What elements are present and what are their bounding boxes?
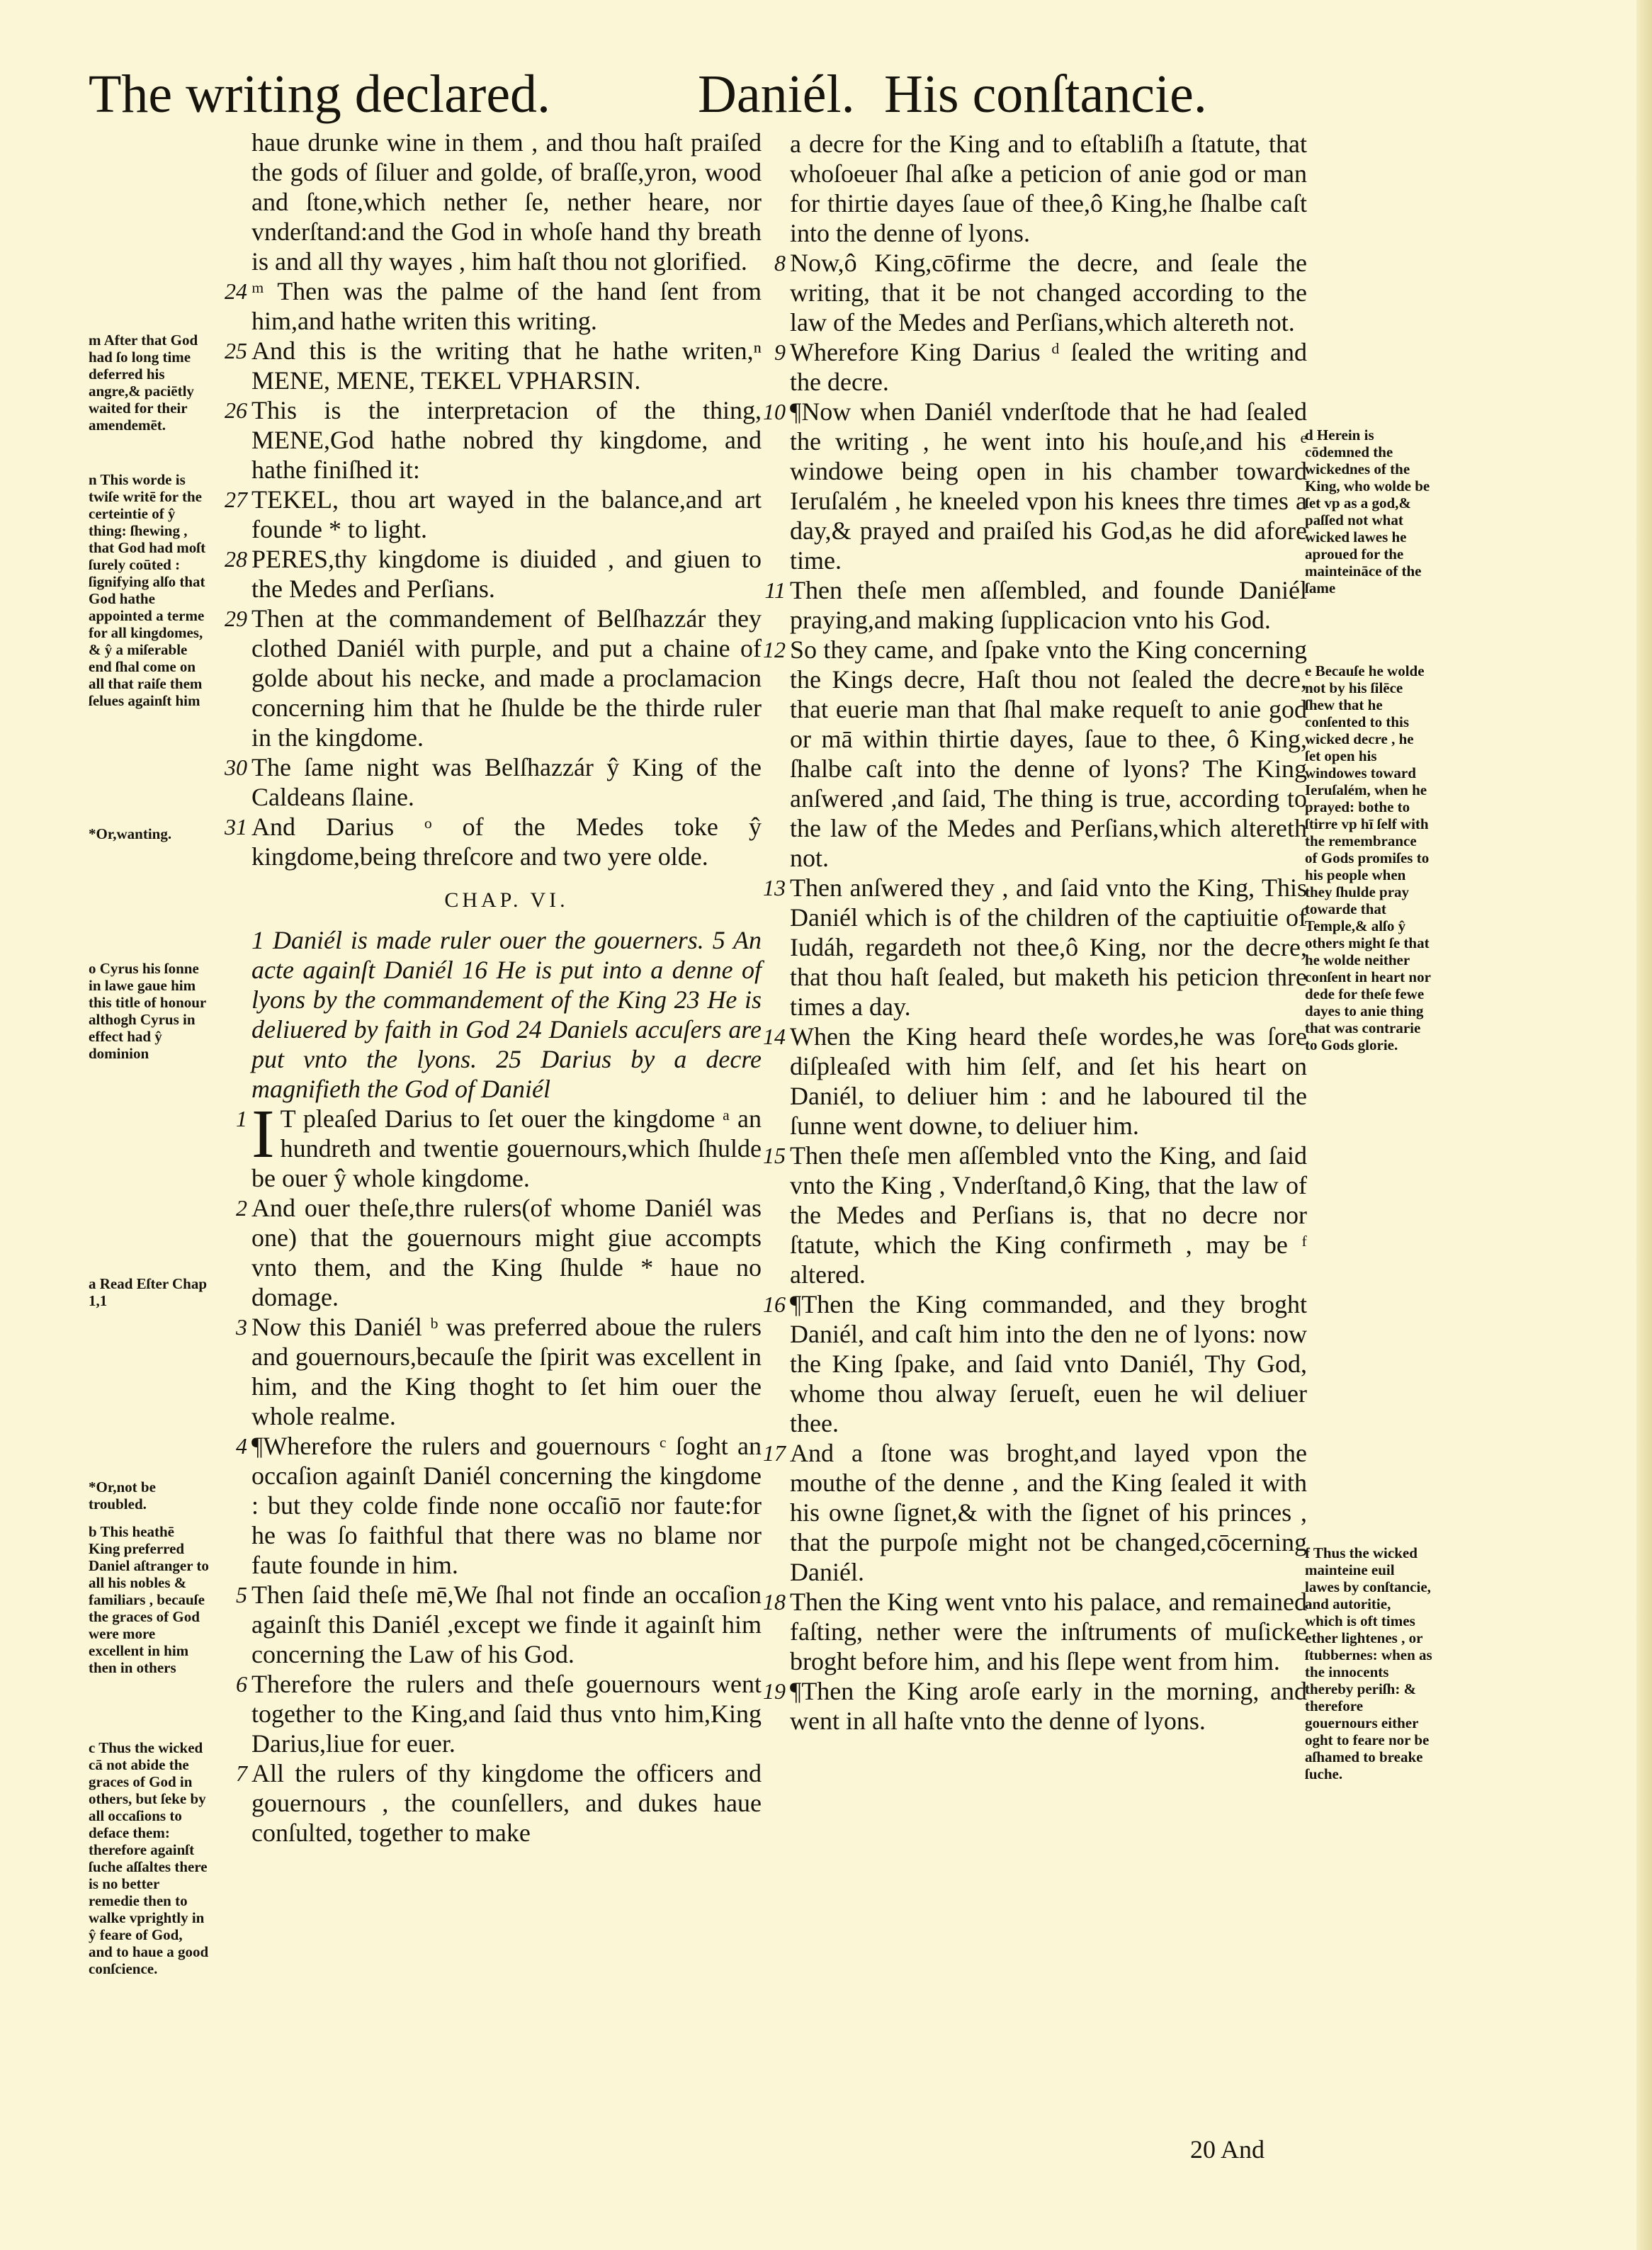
verse (763, 1676, 1307, 1736)
verse-continuation: a decre for the King and to eſtabliſh a ſtatute, that whoſoeuer ſhal aſke a peticion of anie god or man for thirtie dayes ſaue of thee,ô King,he ſhalbe caſt into the denne of lyons. (790, 130, 1307, 247)
verse-number: 11 (764, 577, 786, 603)
verse (225, 812, 762, 871)
margin-note: *Or,not be troubled. (89, 1479, 156, 1513)
verse (236, 1193, 762, 1312)
verse-text: ¶Then the King commanded, and they broght Daniél, and caſt him into the den ne of lyons: now the King ſpake, and ſaid vnto Daniél, Thy God, whome thou alway ſerueſt, euen he wil deliuer thee. (790, 1290, 1307, 1437)
verse (225, 604, 762, 752)
right-column (763, 129, 1307, 1736)
verse (763, 873, 1307, 1022)
margin-note: *Or,wanting. (89, 825, 172, 842)
verse-number: 5 (236, 1582, 247, 1607)
margin-note: n This worde is twiſe writē for the certeintie of ŷ thing: ſhewing , that God had moſt ſurely coūted : ſignifying alſo that God hathe appointed a terme for all kingdomes, & ŷ a miſerable end ſhal come on all that raiſe them ſelues againſt him (89, 471, 206, 709)
verse-text: Wherefore King Darius ᵈ ſealed the writing and the decre. (790, 338, 1307, 396)
verse (774, 248, 1307, 337)
verse (763, 1141, 1307, 1289)
verse-number: 26 (225, 397, 247, 423)
verse-number: 31 (225, 814, 247, 839)
verse (225, 485, 762, 544)
verse-number: 10 (763, 399, 786, 424)
page-edge (1636, 0, 1652, 2250)
verse-number: 14 (763, 1024, 786, 1049)
verse-number: 9 (774, 339, 786, 365)
verse-text: Therefore the rulers and theſe gouernours went together to the King,and ſaid thus vnto him,King Darius,liue for euer. (251, 1670, 762, 1758)
drop-cap: I (251, 1096, 275, 1172)
margin-note: m After that God had ſo long time deferred his angre,& paciētly waited for their amendemēt. (89, 332, 198, 434)
verse-text: ¶Wherefore the rulers and gouernours ᶜ ſoght an occaſion againſt Daniél concerning the kingdome : but they colde finde none occaſiō nor faute:for he was ſo faithful that there was no blame nor faute founde in him. (251, 1432, 762, 1579)
margin-note: f Thus the wicked mainteine euil lawes by conſtancie, and autoritie, which is oft times ether lightenes , or ſtubbernes: when as the innocents thereby periſh: & therefore gouernours either oght to feare nor be aſhamed to breake ſuche. (1305, 1544, 1432, 1782)
verse-number: 16 (763, 1291, 786, 1317)
chapter-heading: CHAP. VI. (444, 888, 569, 912)
verse-text: Then theſe men aſſembled vnto the King, and ſaid vnto the King , Vnderſtand,ô King, that the law of the Medes and Perſians is, that no decre nor ſtatute, which the King confirmeth , may be ᶠ altered. (790, 1141, 1307, 1289)
verse-number: 18 (763, 1589, 786, 1615)
verse-text: ¶Then the King aroſe early in the morning, and went in all haſte vnto the denne of lyons. (790, 1677, 1307, 1735)
verse (763, 1587, 1307, 1676)
verse (763, 1022, 1307, 1141)
verse-number: 17 (763, 1440, 786, 1466)
verse-continuation: haue drunke wine in them , and thou haſt praiſed the gods of ſiluer and golde, of braſſe,yron, wood and ſtone,which nether ſe, nether heare, nor vnderſtand:and the God in whoſe hand thy breath is and all thy wayes , him haſt thou not glorified. (251, 128, 762, 276)
verse-text: Then theſe men aſſembled, and founde Daniél praying,and making ſupplicacion vnto his God. (790, 576, 1307, 634)
verse-text: Then the King went vnto his palace, and remained faſting, nether were the inſtruments of muſicke broght before him, and his ſlepe went from him. (790, 1588, 1307, 1675)
verse-text: So they came, and ſpake vnto the King concerning the Kings decre, Haſt thou not ſealed the decre, that euerie man that ſhal make requeſt to anie god or mā within thirtie dayes, ſaue to thee, ô King, ſhalbe caſt into the denne of lyons? The King anſwered ,and ſaid, The thing is true, according to the law of the Medes and Perſians,which altereth not. (790, 635, 1307, 872)
verse-text: T pleaſed Darius to ſet ouer the kingdome ᵃ an hundreth and twentie gouernours,which ſhulde be ouer ŷ whole kingdome. (251, 1104, 762, 1192)
verse-number: 8 (774, 250, 786, 276)
verse-number: 15 (763, 1143, 786, 1168)
verse-number: 1 (236, 1106, 247, 1131)
chapter-summary: 1 Daniél is made ruler ouer the gouerners. 5 An acte againſt Daniél 16 He is put into a denne of lyons by the commandement of the King 23 He is deliuered by faith in God 24 Daniels accuſers are put vnto the lyons. 25 Darius by a decre magnifieth the God of Daniél (251, 926, 762, 1103)
verse-number: 3 (236, 1314, 247, 1340)
verse (236, 1431, 762, 1580)
verse-number: 13 (763, 875, 786, 900)
verse-text: When the King heard theſe wordes,he was ſore diſpleaſed with him ſelf, and ſet his heart on Daniél, to deliuer him : and he laboured til the ſunne went downe, to deliuer him. (790, 1022, 1307, 1140)
verse-number: 27 (225, 487, 247, 512)
verse (225, 544, 762, 604)
verse-text: All the rulers of thy kingdome the officers and gouernours , the counſellers, and dukes haue conſulted, together to make (251, 1759, 762, 1847)
margin-note: c Thus the wicked cā not abide the graces of God in others, but ſeke by all occaſions to deface them: therefore againſt ſuche aſſaltes there is no better remedie then to walke vprightly in ŷ feare of God, and to haue a good conſcience. (89, 1739, 209, 1977)
verse-text: Now,ô King,cōfirme the decre, and ſeale the writing, that it be not changed according to the law of the Medes and Perſians,which altereth not. (790, 249, 1307, 337)
verse-text: This is the interpretacion of the thing, MENE,God hathe nobred thy kingdome, and hathe finiſhed it: (251, 396, 762, 484)
margin-note: b This heathē King preferred Daniel aſtranger to all his nobles & familiars , becauſe the graces of God were more excellent in him then in others (89, 1523, 209, 1676)
verse (236, 1096, 762, 1193)
verse (763, 397, 1307, 575)
verse (763, 635, 1307, 873)
verse-number: 24 (225, 278, 247, 304)
verse-number: 25 (225, 338, 247, 363)
verse-text: PERES,thy kingdome is diuided , and giuen to the Medes and Perſians. (251, 545, 762, 603)
running-head-book: Daniél. (698, 64, 855, 124)
verse-text: And this is the writing that he hathe writen,ⁿ MENE, MENE, TEKEL VPHARSIN. (251, 337, 762, 395)
running-head-right: His conſtancie. (884, 64, 1207, 124)
margin-note: e Becauſe he wolde not by his ſilēce ſhew that he conſented to this wicked decre , he ſet open his windowes toward Ieruſalém, when he prayed: bothe to ſtirre vp hī ſelf with the remembrance of Gods promiſes to his people when they ſhulde pray towarde that Temple,& alſo ŷ others might ſe that he wolde neither conſent in heart nor dede for theſe fewe dayes to anie thing that was contrarie to Gods glorie. (1305, 662, 1431, 1053)
verse-text: And ouer theſe,thre rulers(of whome Daniél was one) that the gouernours might giue accompts vnto them, and the King ſhulde * haue no domage. (251, 1194, 762, 1311)
verse-text: Then anſwered they , and ſaid vnto the King, This Daniél which is of the children of the captiuitie of Iudáh, regardeth not thee,ô King, nor the decre, that thou haſt ſealed, but maketh his peticion thre times a day. (790, 874, 1307, 1021)
verse-text: Then ſaid theſe mē,We ſhal not finde an occaſion againſt this Daniél ,except we finde it againſt him concerning the Law of his God. (251, 1581, 762, 1668)
verse-number: 28 (225, 546, 247, 572)
verse-number: 19 (763, 1678, 786, 1704)
verse-number: 7 (236, 1760, 247, 1786)
verse-text: TEKEL, thou art wayed in the balance,and art founde * to light. (251, 485, 762, 543)
margin-note: d Herein is cōdemned the wickednes of the King, who wolde be ſet vp as a god,& paſſed not what wicked lawes he aproued for the mainteināce of the ſame (1305, 426, 1430, 597)
verse (225, 395, 762, 485)
verse-number: 4 (236, 1433, 247, 1459)
verse (225, 336, 762, 395)
verse (763, 1438, 1307, 1587)
verse-number: 29 (225, 606, 247, 631)
verse (763, 1289, 1307, 1438)
verse-text: And a ſtone was broght,and layed vpon the mouthe of the denne , and the King ſealed it with his owne ſignet,& with the ſignet of his princes , that the purpoſe might not be changed,cōcerning Daniél. (790, 1439, 1307, 1586)
verse-text: ᵐ Then was the palme of the hand ſent from him,and hathe writen this writing. (251, 277, 762, 335)
margin-note: a Read Eſter Chap 1,1 (89, 1275, 208, 1309)
verse-number: 2 (236, 1195, 247, 1221)
running-head-left: The writing declared. (89, 64, 551, 124)
verse (225, 276, 762, 336)
verse-text: Then at the commandement of Belſhazzár they clothed Daniél with purple, and put a chaine of golde about his necke, and made a proclamacion concerning him that he ſhulde be the thirde ruler in the kingdome. (251, 604, 762, 752)
verse-number: 30 (225, 754, 247, 780)
verse-text: The ſame night was Belſhazzár ŷ King of the Caldeans ſlaine. (251, 753, 762, 811)
verse (225, 752, 762, 812)
catchword: 20 And (1190, 2135, 1265, 2164)
margin-note: o Cyrus his ſonne in lawe gaue him this title of honour althogh Cyrus in effect had ŷ dominion (89, 960, 206, 1062)
verse (774, 337, 1307, 397)
verse-number: 6 (236, 1671, 247, 1697)
verse (764, 575, 1307, 635)
left-column (225, 128, 762, 1848)
verse-text: And Darius ᵒ of the Medes toke ŷ kingdome,being threſcore and two yere olde. (251, 813, 762, 871)
verse-text: ¶Now when Daniél vnderſtode that he had ſealed the writing , he went into his houſe,and his ᵉ windowe being open in his chamber toward Ieruſalém , he kneeled vpon his knees thre times a day,& prayed and praiſed his God,as he did afore time. (790, 397, 1307, 575)
verse (236, 1312, 762, 1431)
verse (236, 1758, 762, 1848)
verse-number: 12 (763, 637, 786, 662)
verse (236, 1669, 762, 1758)
verse (236, 1580, 762, 1669)
verse-text: Now this Daniél ᵇ was preferred aboue the rulers and gouernours,becauſe the ſpirit was excellent in him, and the King thoght to ſet him ouer the whole realme. (251, 1313, 762, 1430)
